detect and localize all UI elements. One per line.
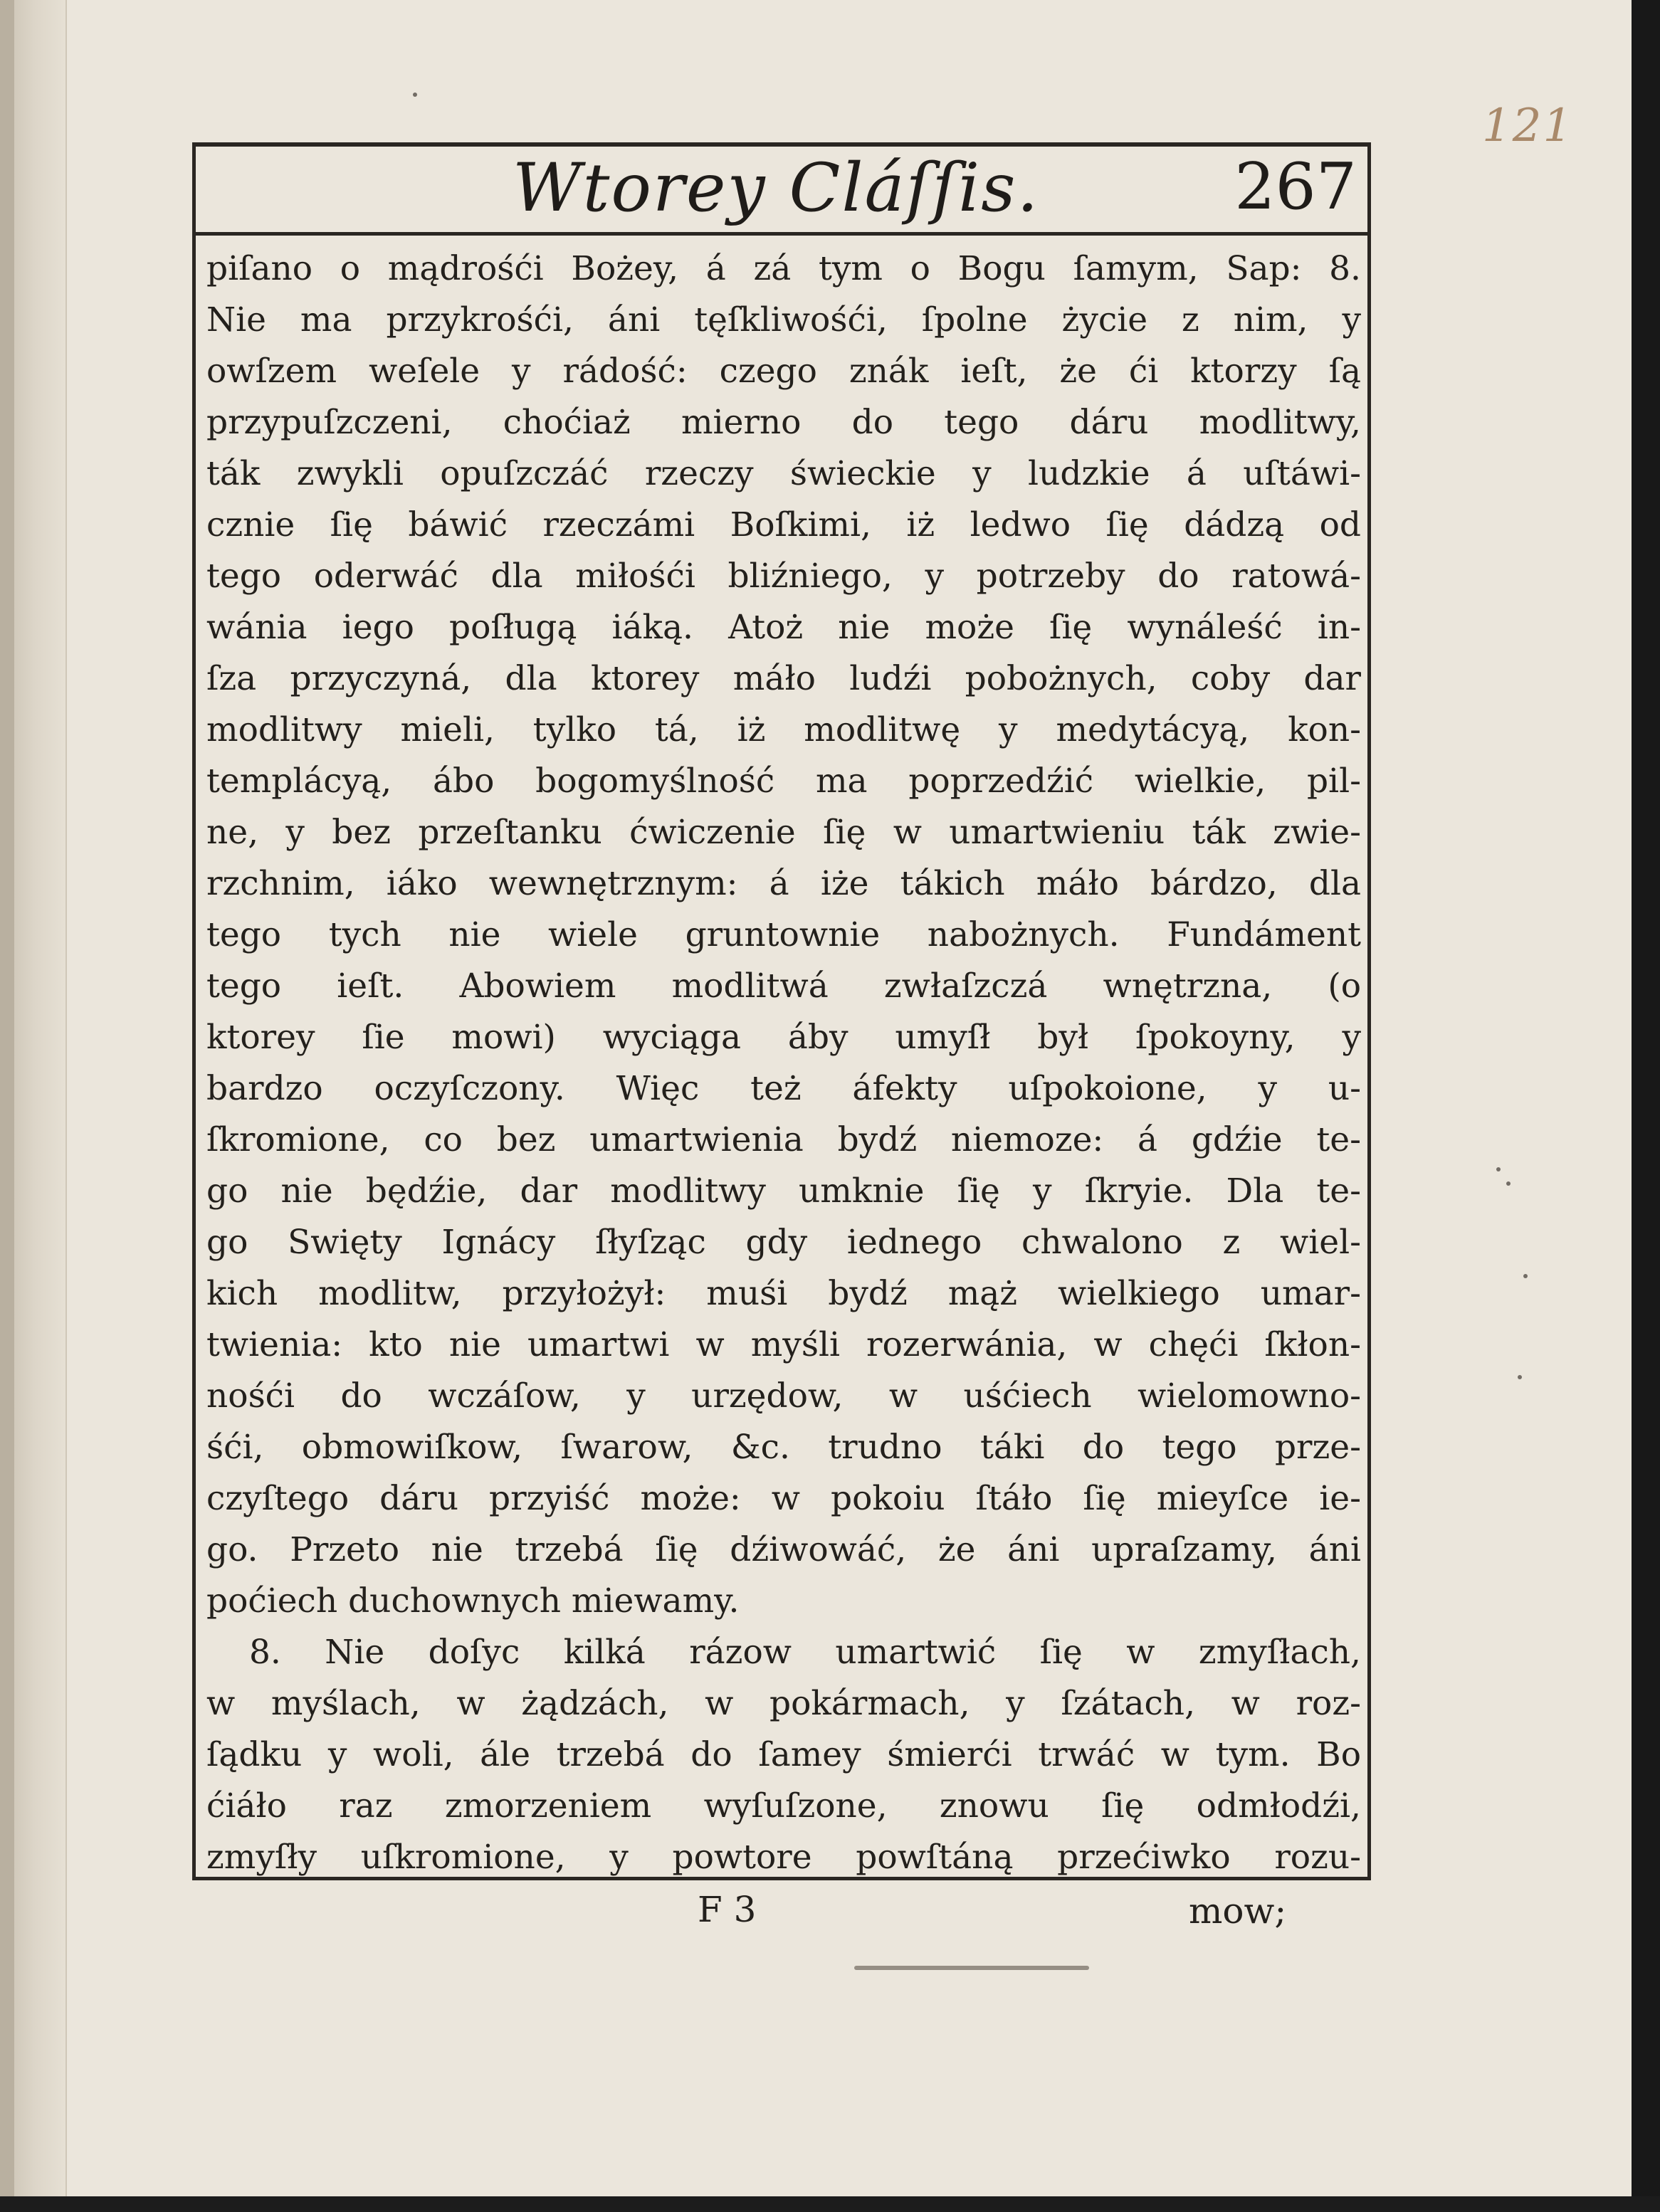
text-line: ne, y bez przeſtanku ćwiczenie ſię w umartwieniu ták zwie-	[206, 813, 1361, 852]
text-line: czyſtego dáru przyiść może: w pokoiu ſtáło ſię mieyſce ie-	[206, 1479, 1361, 1518]
text-line: przypuſzczeni, choćiaż mierno do tego dáru modlitwy,	[206, 403, 1361, 442]
text-line: twienia: kto nie umartwi w myśli rozerwánia, w chęći ſkłon-	[206, 1325, 1361, 1364]
running-head	[192, 149, 1371, 232]
catchword: mow;	[1189, 1890, 1287, 1932]
header-rule	[192, 232, 1371, 236]
text-line: ſkromione, co bez umartwienia bydź niemoze: á gdźie te-	[206, 1120, 1361, 1159]
signature-mark: F 3	[698, 1889, 757, 1930]
text-line: piſano o mądrośći Bożey, á zá tym o Bogu ſamym, Sap: 8.	[206, 249, 1361, 288]
text-line: tego oderwáć dla miłośći bliźniego, y potrzeby do ratowá-	[206, 557, 1361, 596]
text-line: nośći do wczáſow, y urzędow, w uśćiech wielomowno-	[206, 1376, 1361, 1416]
text-line: owſzem weſele y rádość: czego znák ieſt, że ći ktorzy ſą	[206, 352, 1361, 391]
text-line: tego tych nie wiele gruntownie nabożnych. Fundáment	[206, 915, 1361, 954]
text-line: bardzo oczyſczony. Więc też áfekty uſpokoione, y u-	[206, 1069, 1361, 1108]
text-line: go nie będźie, dar modlitwy umknie ſię y ſkryie. Dla te-	[206, 1171, 1361, 1211]
text-line: ktorey ſie mowi) wyciąga áby umyſł był ſpokoyny, y	[206, 1018, 1361, 1057]
text-line: cznie ſię báwić rzeczámi Boſkimi, iż ledwo ſię dádzą od	[206, 505, 1361, 544]
page-bottom-edge	[0, 2196, 1660, 2212]
handwritten-folio-number: 121	[1482, 100, 1574, 152]
text-line: ſądku y woli, ále trzebá do ſamey śmierći trwáć w tym. Bo	[206, 1735, 1361, 1774]
text-line: ćiáło raz zmorzeniem wyſuſzone, znowu ſię odmłodźi,	[206, 1786, 1361, 1826]
text-line: ſza przyczyná, dla ktorey máło ludźi pobożnych, coby dar	[206, 659, 1361, 698]
text-line: Nie ma przykrośći, áni tęſkliwośći, ſpolne życie z nim, y	[206, 300, 1361, 339]
paragraph-start-line: 8. Nie doſyc kilká rázow umartwić ſię w zmyſłach,	[249, 1633, 1361, 1672]
page-number: 267	[1234, 149, 1357, 224]
text-line: w myślach, w żądzách, w pokármach, y ſzátach, w roz-	[206, 1684, 1361, 1723]
ink-smudge	[854, 1966, 1089, 1970]
ink-speck	[1496, 1167, 1501, 1171]
ink-speck	[1506, 1181, 1511, 1186]
text-line: tego ieſt. Abowiem modlitwá zwłaſzczá wnętrzna, (o	[206, 967, 1361, 1006]
ink-speck	[1518, 1375, 1522, 1379]
text-line: kich modlitw, przyłożył: muśi bydź mąż wielkiego umar-	[206, 1274, 1361, 1313]
text-line: śći, obmowiſkow, ſwarow, &c. trudno táki do tego prze-	[206, 1428, 1361, 1467]
running-title: Wtorey Cláſſis.	[513, 149, 1040, 227]
text-line: zmyſły uſkromione, y powtore powſtáną przećiwko rozu-	[206, 1838, 1361, 1877]
text-line: go Swięty Ignácy ſłyſząc gdy iednego chwalono z wiel-	[206, 1223, 1361, 1262]
ink-speck	[413, 93, 417, 97]
text-line: templácyą, ábo bogomyślność ma poprzedźić wielkie, pil-	[206, 762, 1361, 801]
page-edge-shadow	[1632, 0, 1660, 2212]
text-line: modlitwy mieli, tylko tá, iż modlitwę y medytácyą, kon-	[206, 710, 1361, 749]
text-line: wánia iego poſługą iáką. Atoż nie może ſię wynáleść in-	[206, 608, 1361, 647]
body-text	[206, 243, 1361, 1883]
text-line: rzchnim, iáko wewnętrznym: á iże tákich máło bárdzo, dla	[206, 864, 1361, 903]
text-line: ták zwykli opuſzczáć rzeczy świeckie y ludzkie á uſtáwi-	[206, 454, 1361, 493]
text-line: poćiech duchownych miewamy.	[206, 1581, 740, 1621]
ink-speck	[1523, 1274, 1528, 1278]
facing-page-edge	[0, 0, 14, 2212]
book-gutter	[0, 0, 67, 2212]
text-line: go. Przeto nie trzebá ſię dźiwowáć, że áni upraſzamy, áni	[206, 1530, 1361, 1569]
